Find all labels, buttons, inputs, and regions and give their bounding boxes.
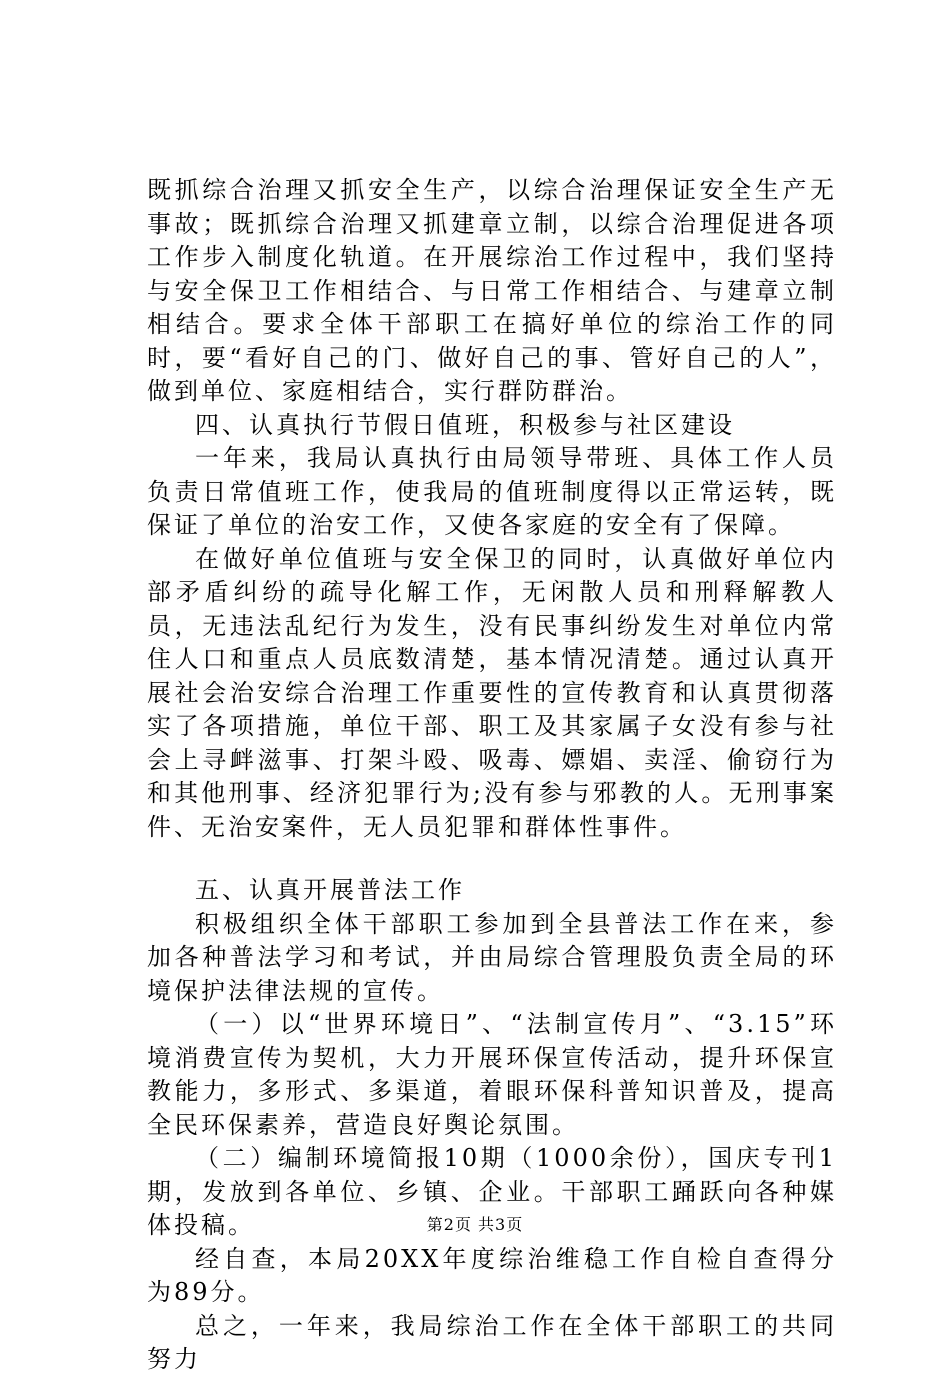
paragraph-continuation: 既抓综合治理又抓安全生产，以综合治理保证安全生产无事故；既抓综合治理又抓建章立制，以综合治理促进各项工作步入制度化轨道。在开展综治工作过程中，我们坚持与安全保卫工作相结合、与日常工作相结合、与建章立制相结合。要求全体干部职工在搞好单位的综治工作的同时，要“看好自己的门、做好自己的事、管好自己的人”，做到单位、家庭相结合，实行群防群治。 xyxy=(147,176,837,405)
page-footer: 第2页 共3页 xyxy=(426,1215,524,1234)
paragraph-item-1: （一）以“世界环境日”、“法制宣传月”、“3.15”环境消费宣传为契机，大力开展环保宣传活动，提升环保宣教能力，多形式、多渠道，着眼环保科普知识普及，提高全民环保素养，营造良好舆论氛围。 xyxy=(147,1010,837,1139)
paragraph-summary: 总之，一年来，我局综治工作在全体干部职工的共同努力 xyxy=(147,1311,837,1373)
section-heading-5: 五、认真开展普法工作 xyxy=(195,876,465,904)
paragraph-security: 在做好单位值班与安全保卫的同时，认真做好单位内部矛盾纠纷的疏导化解工作，无闲散人员和刑释解教人员，无违法乱纪行为发生，没有民事纠纷发生对单位内常住人口和重点人员底数清楚，基本情况清楚。通过认真开展社会治安综合治理工作重要性的宣传教育和认真贯彻落实了各项措施，单位干部、职工及其家属子女没有参与社会上寻衅滋事、打架斗殴、吸毒、嫖娼、卖淫、偷窃行为和其他刑事、经济犯罪行为;没有参与邪教的人。无刑事案件、无治安案件，无人员犯罪和群体性事件。 xyxy=(147,544,837,841)
paragraph-law-education: 积极组织全体干部职工参加到全县普法工作在来，参加各种普法学习和考试，并由局综合管理股负责全局的环境保护法律法规的宣传。 xyxy=(147,909,837,1005)
paragraph-self-check: 经自查，本局20XX年度综治维稳工作自检自查得分为89分。 xyxy=(147,1244,837,1306)
section-heading-4: 四、认真执行节假日值班，积极参与社区建设 xyxy=(195,410,735,439)
paragraph-duty: 一年来，我局认真执行由局领导带班、具体工作人员负责日常值班工作，使我局的值班制度得以正常运转，既保证了单位的治安工作，又使各家庭的安全有了保障。 xyxy=(147,444,837,539)
paragraph-item-2: （二）编制环境简报10期（1000余份），国庆专刊1期，发放到各单位、乡镇、企业。干部职工踊跃向各种媒体投稿。 xyxy=(147,1144,837,1239)
document-body xyxy=(147,174,837,1377)
